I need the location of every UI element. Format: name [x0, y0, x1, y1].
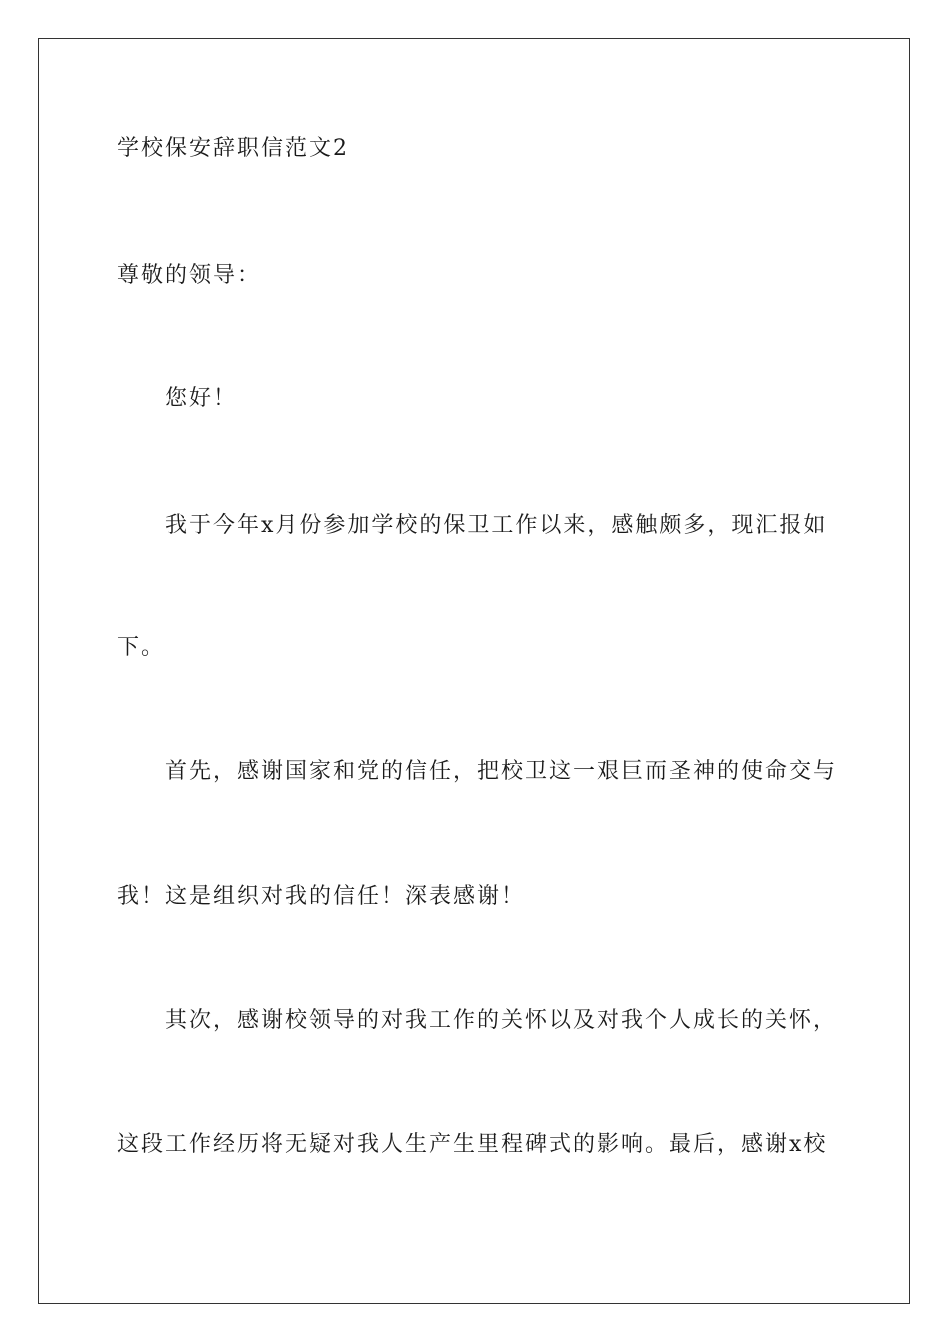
paragraph-line: 下。 — [117, 635, 166, 660]
paragraph-line: 首先，感谢国家和党的信任，把校卫这一艰巨而圣神的使命交与 — [165, 759, 838, 784]
page-frame — [38, 38, 910, 1304]
paragraph-line: 这段工作经历将无疑对我人生产生里程碑式的影响。最后，感谢x校 — [117, 1132, 828, 1157]
paragraph-line: 我！这是组织对我的信任！深表感谢！ — [117, 884, 526, 909]
salutation: 尊敬的领导： — [117, 263, 262, 288]
greeting: 您好！ — [165, 386, 238, 411]
paragraph-line: 我于今年x月份参加学校的保卫工作以来，感触颇多，现汇报如 — [165, 513, 828, 538]
document-title: 学校保安辞职信范文2 — [117, 136, 349, 161]
paragraph-line: 其次，感谢校领导的对我工作的关怀以及对我个人成长的关怀， — [165, 1008, 838, 1033]
